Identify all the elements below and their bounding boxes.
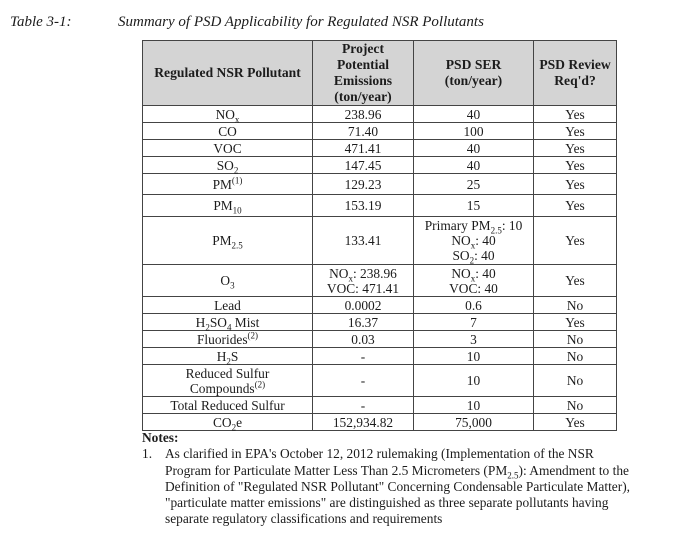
emissions-cell: 238.96 xyxy=(313,106,414,123)
note-number: 1. xyxy=(142,446,153,462)
review-required-cell: No xyxy=(534,297,617,314)
pollutant-cell: $H_2S$ xyxy=(143,348,313,365)
pollutant-cell: VOC xyxy=(143,140,313,157)
table-row xyxy=(143,414,617,431)
header-review: PSD Review Req'd? xyxy=(534,41,617,106)
table-row xyxy=(143,123,617,140)
ser-cell: 100 xyxy=(414,123,534,140)
ser-cell: 15 xyxy=(414,195,534,217)
emissions-cell: 129.23 xyxy=(313,174,414,195)
table-row xyxy=(143,174,617,195)
table-row xyxy=(143,365,617,397)
table-row xyxy=(143,265,617,297)
ser-cell: Primary $PM_{2.5}$: 10 $NO_x$: 40 $SO_2$: 40 xyxy=(414,217,534,265)
pollutant-cell: $O_3$ xyxy=(143,265,313,297)
ser-cell: 10 xyxy=(414,348,534,365)
ser-cell: 25 xyxy=(414,174,534,195)
ser-cell: $NO_x$: 40 VOC: 40 xyxy=(414,265,534,297)
pollutant-cell: PM$^{(1)}$ xyxy=(143,174,313,195)
ser-cell: 40 xyxy=(414,106,534,123)
emissions-cell: 71.40 xyxy=(313,123,414,140)
review-required-cell: No xyxy=(534,331,617,348)
review-required-cell: No xyxy=(534,365,617,397)
table-header-row xyxy=(143,41,617,106)
review-required-cell: Yes xyxy=(534,174,617,195)
review-required-cell: Yes xyxy=(534,414,617,431)
ser-cell: 7 xyxy=(414,314,534,331)
emissions-cell: 0.03 xyxy=(313,331,414,348)
table-row xyxy=(143,314,617,331)
review-required-cell: Yes xyxy=(534,123,617,140)
table-number: Table 3-1: xyxy=(10,14,72,30)
table-row xyxy=(143,195,617,217)
notes-list xyxy=(142,446,642,527)
review-required-cell: Yes xyxy=(534,217,617,265)
table-title: Summary of PSD Applicability for Regulated NSR Pollutants xyxy=(118,14,484,30)
pollutant-cell: $PM_{2.5}$ xyxy=(143,217,313,265)
ser-cell: 3 xyxy=(414,331,534,348)
pollutant-cell: CO xyxy=(143,123,313,140)
table-row xyxy=(143,106,617,123)
notes-heading: Notes: xyxy=(142,430,179,445)
note-text: As clarified in EPA's October 12, 2012 rulemaking (Implementation of the NSR Program for Particulate Matter Less Than 2.5 Micrometers $(PM_{2.5})$: Amendment to the Definition of "Regulated NSR Pollutant" Concerning Condensable Particulate Matter), "particulate matter emissions" are distinguished as three separate pollutants having separate regulatory classifications and requirements xyxy=(165,446,631,527)
pollutant-cell: $SO_2$ xyxy=(143,157,313,174)
ser-cell: 75,000 xyxy=(414,414,534,431)
review-required-cell: Yes xyxy=(534,314,617,331)
review-required-cell: Yes xyxy=(534,140,617,157)
emissions-cell: - xyxy=(313,365,414,397)
ser-cell: 10 xyxy=(414,365,534,397)
emissions-cell: 153.19 xyxy=(313,195,414,217)
table-row xyxy=(143,331,617,348)
table-row xyxy=(143,157,617,174)
emissions-cell: $NO_x$: 238.96 VOC: 471.41 xyxy=(313,265,414,297)
header-emissions: Project Potential Emissions (ton/year) xyxy=(313,41,414,106)
ser-cell: 10 xyxy=(414,397,534,414)
review-required-cell: Yes xyxy=(534,265,617,297)
emissions-cell: 147.45 xyxy=(313,157,414,174)
pollutant-cell: Reduced Sulfur Compounds$^{(2)}$ xyxy=(143,365,313,397)
pollutant-cell: Lead xyxy=(143,297,313,314)
ser-cell: 40 xyxy=(414,157,534,174)
emissions-cell: 471.41 xyxy=(313,140,414,157)
review-required-cell: No xyxy=(534,348,617,365)
note-item xyxy=(142,446,642,527)
pollutant-cell: $CO_2e$ xyxy=(143,414,313,431)
ser-cell: 40 xyxy=(414,140,534,157)
review-required-cell: No xyxy=(534,397,617,414)
table-row xyxy=(143,217,617,265)
table-row xyxy=(143,140,617,157)
emissions-cell: - xyxy=(313,397,414,414)
header-ser: PSD SER (ton/year) xyxy=(414,41,534,106)
pollutant-cell: Fluorides$^{(2)}$ xyxy=(143,331,313,348)
table-row xyxy=(143,397,617,414)
table-row xyxy=(143,297,617,314)
ser-cell: 0.6 xyxy=(414,297,534,314)
header-pollutant: Regulated NSR Pollutant xyxy=(143,41,313,106)
psd-applicability-table xyxy=(142,40,617,431)
emissions-cell: 133.41 xyxy=(313,217,414,265)
review-required-cell: Yes xyxy=(534,195,617,217)
emissions-cell: - xyxy=(313,348,414,365)
review-required-cell: Yes xyxy=(534,157,617,174)
emissions-cell: 16.37 xyxy=(313,314,414,331)
emissions-cell: 0.0002 xyxy=(313,297,414,314)
pollutant-cell: $NO_x$ xyxy=(143,106,313,123)
table-row xyxy=(143,348,617,365)
pollutant-cell: Total Reduced Sulfur xyxy=(143,397,313,414)
pollutant-cell: $PM_{10}$ xyxy=(143,195,313,217)
review-required-cell: Yes xyxy=(534,106,617,123)
notes-section xyxy=(142,430,642,528)
emissions-cell: 152,934.82 xyxy=(313,414,414,431)
pollutant-cell: $H_2SO_4$ Mist xyxy=(143,314,313,331)
